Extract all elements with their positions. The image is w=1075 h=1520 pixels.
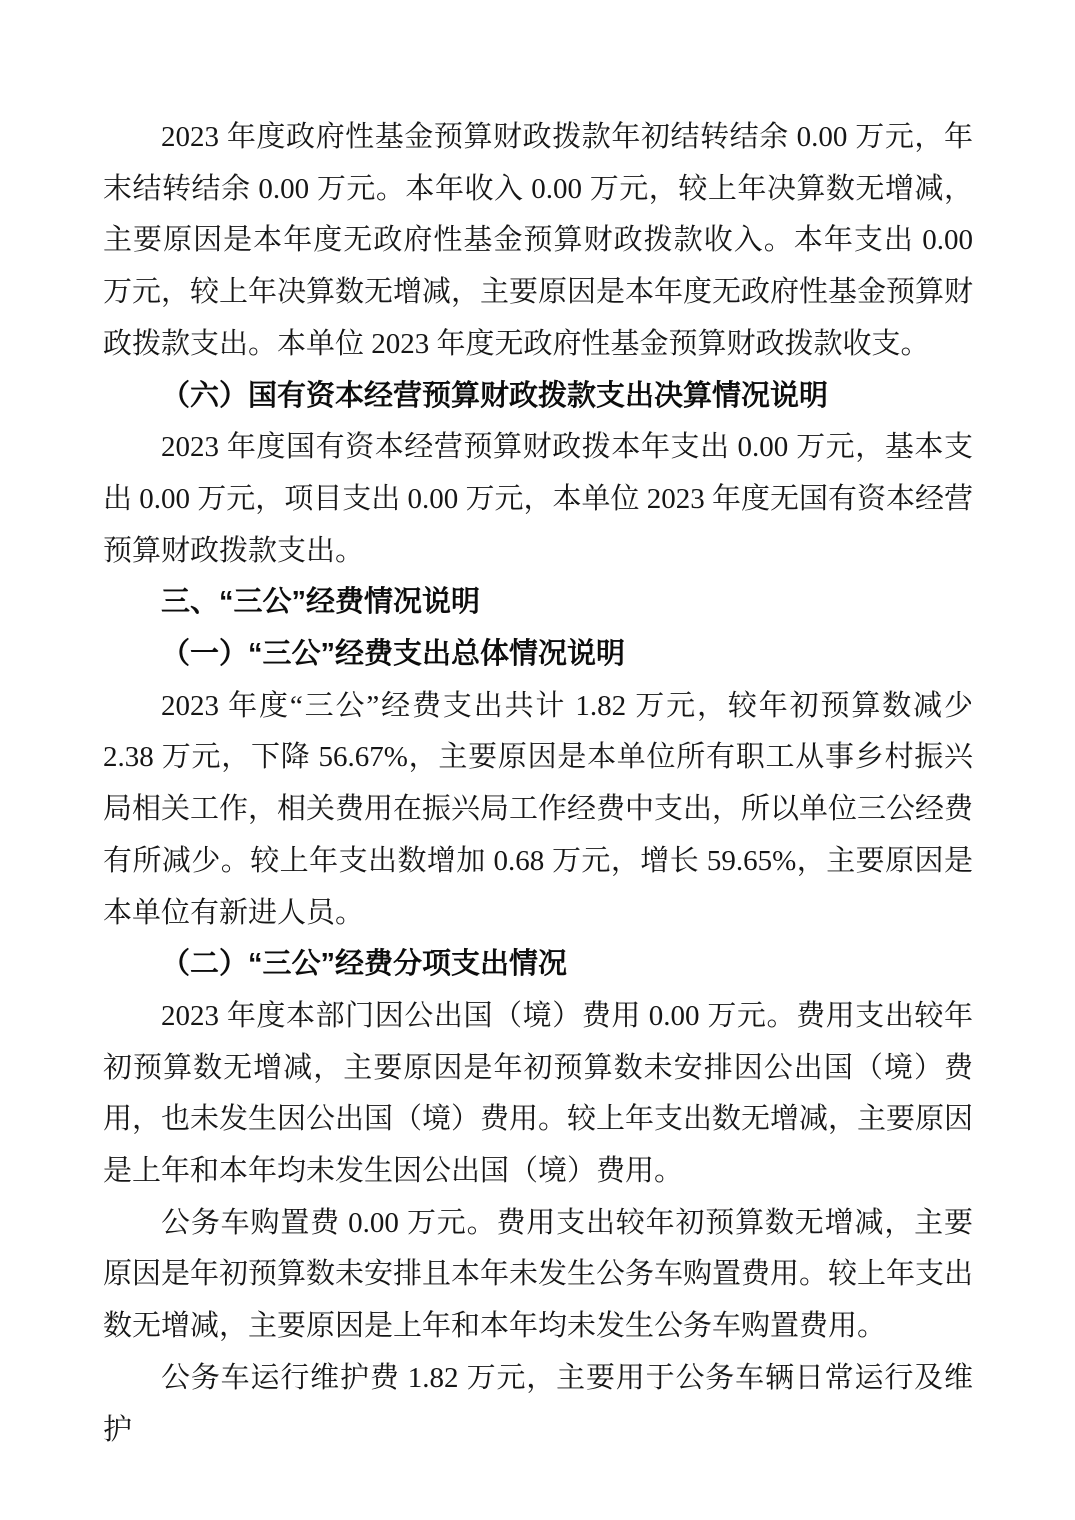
- paragraph-gov-fund-budget-balance: 2023 年度政府性基金预算财政拨款年初结转结余 0.00 万元，年末结转结余 0.00 万元。本年收入 0.00 万元，较上年决算数无增减，主要原因是本年度无政府性基金预算财政拨款收入。本年支出 0.00 万元，较上年决算数无增减，主要原因是本年度无政府性基金预算财政拨款支出。本单位 2023 年度无政府性基金预算财政拨款收支。: [103, 121, 974, 360]
- paragraph-state-capital-expenditure: 2023 年度国有资本经营预算财政拨本年支出 0.00 万元，基本支出 0.00 万元，项目支出 0.00 万元，本单位 2023 年度无国有资本经营预算财政拨款支出。: [103, 431, 974, 567]
- heading-subsection-two-itemized: （二）“三公”经费分项支出情况: [161, 948, 568, 981]
- heading-section-three-public-funds: 三、“三公”经费情况说明: [161, 586, 481, 619]
- heading-section-six-state-capital: （六）国有资本经营预算财政拨款支出决算情况说明: [161, 379, 829, 412]
- paragraph-three-public-overall: 2023 年度“三公”经费支出共计 1.82 万元，较年初预算数减少 2.38 万元，下降 56.67%，主要原因是本单位所有职工从事乡村振兴局相关工作，相关费用在振兴局工作经费中支出，所以单位三公经费有所减少。较上年支出数增加 0.68 万元，增长 59.65%，主要原因是本单位有新进人员。: [103, 689, 974, 929]
- paragraph-vehicle-purchase-expense: 公务车购置费 0.00 万元。费用支出较年初预算数无增减，主要原因是年初预算数未安排且本年未发生公务车购置费用。较上年支出数无增减，主要原因是上年和本年均未发生公务车购置费用。: [103, 1206, 974, 1343]
- heading-subsection-one-overall: （一）“三公”经费支出总体情况说明: [161, 638, 626, 671]
- paragraph-overseas-travel-expense: 2023 年度本部门因公出国（境）费用 0.00 万元。费用支出较年初预算数无增减，主要原因是年初预算数未安排因公出国（境）费用，也未发生因公出国（境）费用。较上年支出数无增减，主要原因是上年和本年均未发生因公出国（境）费用。: [103, 999, 974, 1188]
- paragraph-vehicle-maintenance-expense: 公务车运行维护费 1.82 万元，主要用于公务车辆日常运行及维护: [103, 1361, 973, 1446]
- document-content: [103, 112, 973, 1456]
